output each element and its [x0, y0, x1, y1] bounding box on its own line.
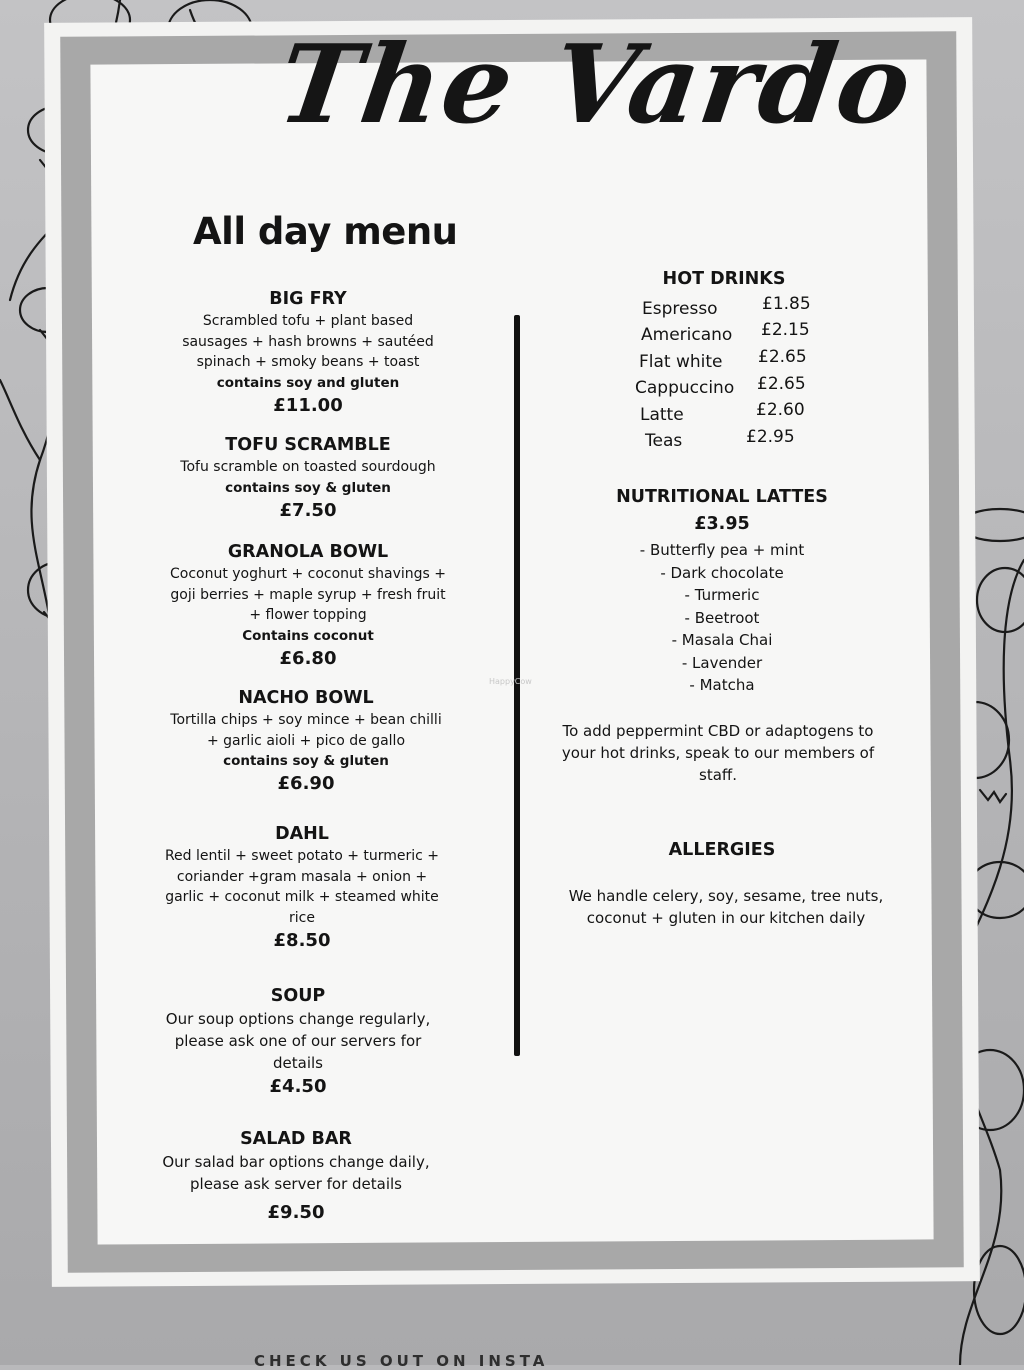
drink-name: Americano — [641, 325, 733, 345]
desc-line: please ask server for details — [190, 1175, 402, 1193]
allergies-heading: ALLERGIES — [668, 840, 776, 860]
addons-line: staff. — [699, 766, 737, 784]
item-name: SALAD BAR — [240, 1129, 352, 1149]
restaurant-title: The Vardo — [271, 22, 921, 148]
item-price: £4.50 — [269, 1076, 327, 1097]
item-allergen-note: contains soy & gluten — [223, 753, 389, 769]
desc-line: Tofu scramble on toasted sourdough — [180, 459, 436, 475]
latte-option: - Beetroot — [684, 608, 760, 627]
item-price: £8.50 — [273, 930, 331, 951]
drink-price: £2.60 — [756, 400, 805, 420]
menu-subtitle: All day menu — [193, 210, 458, 253]
addons-line: your hot drinks, speak to our members of — [561, 744, 875, 762]
desc-line: Scrambled tofu + plant based — [202, 313, 414, 329]
menu-item-dahl — [152, 823, 452, 953]
item-desc — [148, 1008, 448, 1074]
desc-line: Our salad bar options change daily, — [162, 1153, 430, 1171]
addons-note — [548, 720, 888, 786]
drink-name: Cappuccino — [635, 378, 735, 398]
item-desc — [156, 710, 456, 751]
drink-name: Latte — [640, 405, 684, 425]
drink-name: Teas — [645, 431, 683, 451]
menu-item-granola-bowl — [158, 541, 458, 671]
item-name: DAHL — [275, 824, 329, 844]
hot-drinks-heading: HOT DRINKS — [662, 269, 786, 289]
desc-line: rice — [289, 909, 315, 926]
desc-line: details — [273, 1054, 323, 1072]
latte-option: - Dark chocolate — [660, 563, 784, 582]
footer-text: CHECK US OUT ON INSTA — [254, 1352, 549, 1370]
item-name: NACHO BOWL — [238, 688, 374, 708]
desc-line: goji berries + maple syrup + fresh fruit — [170, 586, 446, 603]
drink-name: Flat white — [639, 352, 723, 372]
addons-line: To add peppermint CBD or adaptogens to — [562, 722, 874, 740]
latte-option: - Butterfly pea + mint — [639, 541, 805, 559]
desc-line: + flower topping — [249, 607, 367, 623]
item-allergen-note: contains soy and gluten — [216, 374, 400, 391]
item-price: £7.50 — [279, 499, 337, 521]
lattes-list — [602, 539, 842, 697]
item-name: TOFU SCRAMBLE — [225, 435, 391, 455]
latte-option: - Matcha — [689, 676, 755, 694]
desc-line: garlic + coconut milk + steamed white — [165, 889, 439, 905]
hot-drinks-heading-wrap — [624, 268, 824, 290]
item-allergen-note: Contains coconut — [242, 627, 374, 644]
menu-item-tofu-scramble — [158, 434, 458, 523]
allergies-line: We handle celery, soy, sesame, tree nuts, — [568, 887, 884, 905]
lattes-price: £3.95 — [694, 514, 750, 534]
desc-line: Red lentil + sweet potato + turmeric + — [164, 848, 440, 864]
menu-item-nacho-bowl — [156, 687, 456, 796]
desc-line: sausages + hash browns + sautéed — [182, 333, 434, 350]
desc-line: + garlic aioli + pico de gallo — [206, 732, 406, 749]
menu-item-salad-bar — [146, 1128, 446, 1225]
item-desc — [152, 846, 452, 928]
allergies-section — [556, 885, 896, 929]
nutritional-lattes-section — [602, 486, 842, 697]
item-name: SOUP — [270, 986, 326, 1006]
desc-line: please ask one of our servers for — [174, 1032, 422, 1050]
latte-option: - Masala Chai — [671, 631, 773, 649]
item-allergen-note: contains soy & gluten — [225, 479, 391, 496]
item-name: GRANOLA BOWL — [227, 542, 389, 562]
latte-option: - Turmeric — [684, 586, 760, 604]
desc-line: Our soup options change regularly, — [165, 1010, 431, 1028]
item-price: £6.90 — [277, 773, 335, 794]
allergies-heading-wrap — [622, 839, 822, 861]
item-desc — [158, 311, 458, 373]
item-desc — [146, 1151, 446, 1195]
watermark: HappyCow — [489, 677, 532, 686]
drink-price: £2.95 — [746, 427, 795, 447]
drink-price: £2.15 — [761, 320, 810, 340]
menu-item-big-fry — [158, 288, 458, 418]
drink-price: £1.85 — [762, 294, 811, 314]
desc-line: coriander +gram masala + onion + — [176, 868, 428, 885]
drink-name: Espresso — [642, 299, 718, 319]
lattes-heading: NUTRITIONAL LATTES — [616, 487, 828, 507]
item-name: BIG FRY — [269, 289, 347, 309]
desc-line: spinach + smoky beans + toast — [196, 354, 420, 370]
menu-item-soup — [148, 985, 448, 1099]
allergies-line: coconut + gluten in our kitchen daily — [586, 909, 866, 927]
drink-price: £2.65 — [758, 347, 807, 367]
drink-price: £2.65 — [757, 374, 806, 394]
desc-line: Tortilla chips + soy mince + bean chilli — [170, 712, 442, 728]
desc-line: Coconut yoghurt + coconut shavings + — [169, 566, 446, 582]
item-desc — [158, 564, 458, 626]
item-desc — [158, 457, 458, 478]
item-price: £6.80 — [279, 647, 337, 669]
latte-option: - Lavender — [681, 653, 763, 672]
item-price: £11.00 — [273, 394, 343, 416]
item-price: £9.50 — [267, 1202, 325, 1223]
